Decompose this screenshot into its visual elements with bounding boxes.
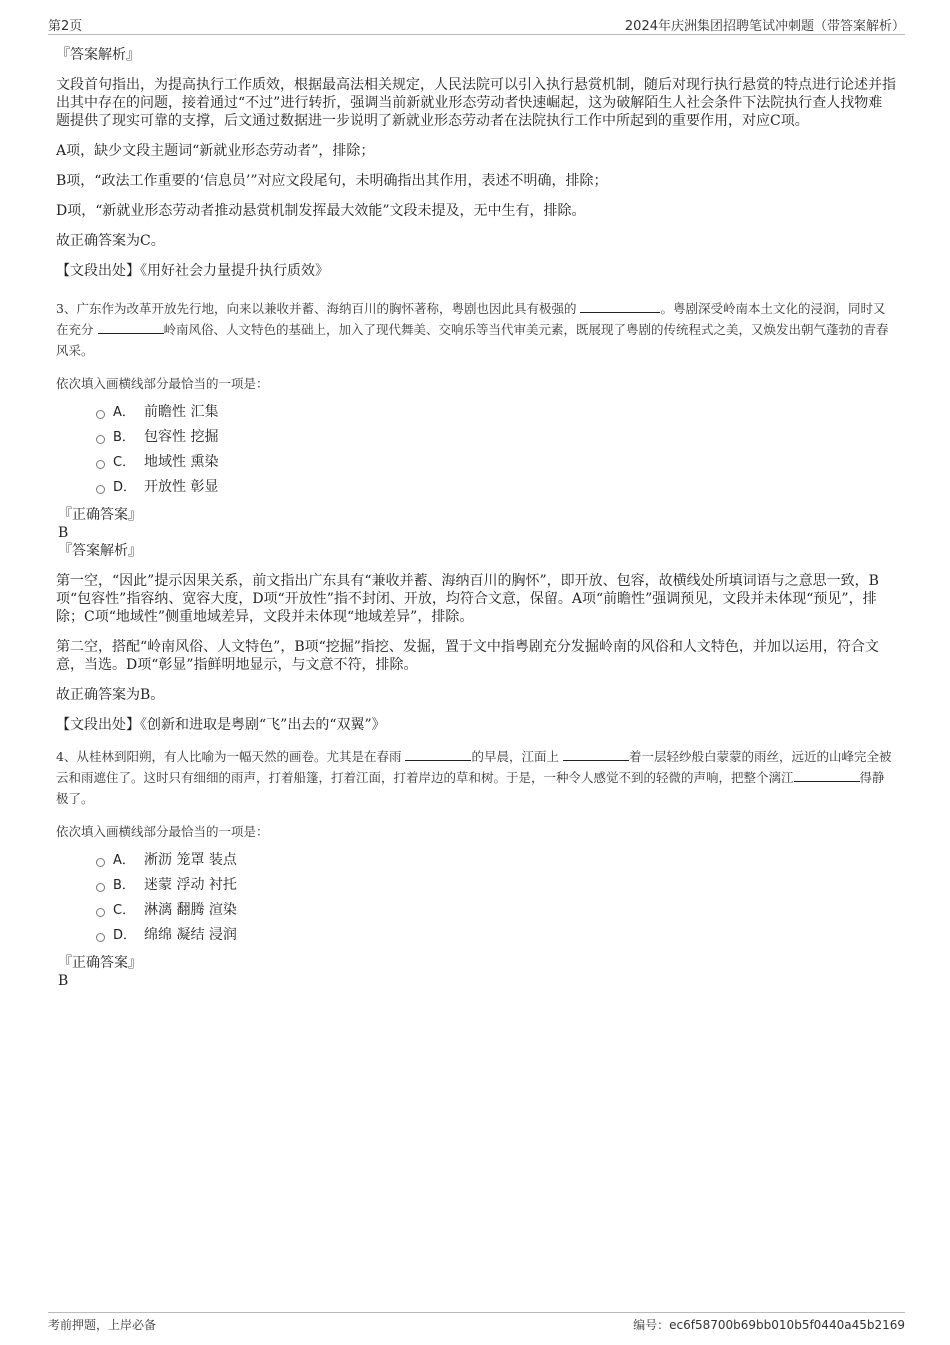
radio-icon[interactable] xyxy=(96,883,105,892)
question-stem: 3、广东作为改革开放先行地，向来以兼收并蓄、海纳百川的胸怀著称，粤剧也因此具有极强的 。粤剧深受岭南本土文化的浸润，同时又在充分 岭南风俗、人文特色的基础上，加入了现代舞美、交响乐等当代审美元素，既展现了粤剧的传统程式之美，又焕发出朝气蓬勃的青春风采。 xyxy=(56,298,896,361)
analysis-paragraph: B项，“政法工作重要的‘信息员’”对应文段尾句，未明确指出其作用，表述不明确，排除； xyxy=(56,173,608,189)
radio-icon[interactable] xyxy=(96,435,105,444)
footer-slogan: 考前押题，上岸必备 xyxy=(48,1318,157,1332)
analysis-paragraph: 文段首句指出，为提高执行工作质效，根据最高法相关规定，人民法院可以引入执行悬赏机制，随后对现行执行悬赏的特点进行论述并指出其中存在的问题，接着通过“不过”进行转折，强调当前新就业形态劳动者快速崛起，这为破解陌生人社会条件下法院执行查人找物难题提供了现实可靠的支撑，后文通过数据进一步说明了新就业形态劳动者在法院执行工作中所起到的重要作用，对应C项。 xyxy=(56,77,896,129)
analysis-paragraph: 第二空，搭配“岭南风俗、人文特色”，B项“挖掘”指挖、发掘，置于文中指粤剧充分发掘岭南的风俗和人文特色，并加以运用，符合文意，当选。D项“彰显”指鲜明地显示，与文意不符，排除。 xyxy=(56,639,879,673)
correct-answer-heading: 『正确答案』 xyxy=(58,955,142,971)
option-d[interactable]: D． 绵绵 凝结 浸润 xyxy=(96,923,896,948)
radio-icon[interactable] xyxy=(96,460,105,469)
analysis-conclusion: 故正确答案为B。 xyxy=(56,687,165,703)
analysis-paragraph: A项，缺少文段主题词“新就业形态劳动者”，排除； xyxy=(56,143,375,159)
option-a[interactable]: A． 淅沥 笼罩 装点 xyxy=(96,848,896,873)
correct-answer: B xyxy=(58,525,69,541)
fill-blank xyxy=(563,746,629,761)
source-citation: 【文段出处】《用好社会力量提升执行质效》 xyxy=(56,263,329,279)
correct-answer-heading: 『正确答案』 xyxy=(58,507,142,523)
analysis-heading: 『答案解析』 xyxy=(56,47,140,63)
question-4 xyxy=(56,746,896,990)
radio-icon[interactable] xyxy=(96,410,105,419)
fill-blank xyxy=(794,767,860,782)
question-3 xyxy=(56,298,896,734)
analysis-block-prev xyxy=(56,46,896,280)
analysis-conclusion: 故正确答案为C。 xyxy=(56,233,165,249)
radio-icon[interactable] xyxy=(96,933,105,942)
document-title: 2024年庆洲集团招聘笔试冲刺题（带答案解析） xyxy=(624,19,905,34)
answer-options xyxy=(96,848,896,948)
page-header xyxy=(48,14,905,35)
page-footer xyxy=(48,1312,905,1335)
option-c[interactable]: C． 地域性 熏染 xyxy=(96,450,896,475)
document-code: 编号：ec6f58700b69bb010b5f0440a45b2169 xyxy=(633,1318,905,1332)
source-citation: 【文段出处】《创新和进取是粤剧“飞”出去的“双翼”》 xyxy=(56,717,386,733)
main-content xyxy=(56,46,896,990)
option-b[interactable]: B． 迷蒙 浮动 衬托 xyxy=(96,873,896,898)
option-a[interactable]: A． 前瞻性 汇集 xyxy=(96,400,896,425)
radio-icon[interactable] xyxy=(96,858,105,867)
analysis-heading: 『答案解析』 xyxy=(58,543,142,559)
analysis-paragraph: D项，“新就业形态劳动者推动悬赏机制发挥最大效能”文段未提及，无中生有，排除。 xyxy=(56,203,586,219)
answer-options xyxy=(96,400,896,500)
analysis-paragraph: 第一空，“因此”提示因果关系，前文指出广东具有“兼收并蓄、海纳百川的胸怀”，即开放、包容，故横线处所填词语与之意思一致，B项“包容性”指容纳、宽容大度，D项“开放性”指不封闭、开放，均符合文意，保留。A项“前瞻性”强调预见，文段并未体现“预见”，排除；C项“地域性”侧重地域差异，文段并未体现“地域差异”，排除。 xyxy=(56,573,879,625)
page-number: 第2页 xyxy=(48,19,83,34)
option-b[interactable]: B． 包容性 挖掘 xyxy=(96,425,896,450)
fill-blank xyxy=(405,746,471,761)
question-instruction: 依次填入画横线部分最恰当的一项是： xyxy=(56,376,269,391)
question-instruction: 依次填入画横线部分最恰当的一项是： xyxy=(56,824,269,839)
question-stem: 4、从桂林到阳朔，有人比喻为一幅天然的画卷。尤其是在春雨 的早晨，江面上 着一层轻纱般白蒙蒙的雨丝，远近的山峰完全被云和雨遮住了。这时只有细细的雨声，打着船篷，打着江面，打着岸边的草和树。于是，一种令人感觉不到的轻微的声响，把整个漓江 得静极了。 xyxy=(56,746,896,809)
fill-blank xyxy=(580,298,660,313)
option-d[interactable]: D． 开放性 彰显 xyxy=(96,475,896,500)
fill-blank xyxy=(98,319,164,334)
radio-icon[interactable] xyxy=(96,908,105,917)
option-c[interactable]: C． 淋漓 翻腾 渲染 xyxy=(96,898,896,923)
correct-answer: B xyxy=(58,973,69,989)
radio-icon[interactable] xyxy=(96,485,105,494)
